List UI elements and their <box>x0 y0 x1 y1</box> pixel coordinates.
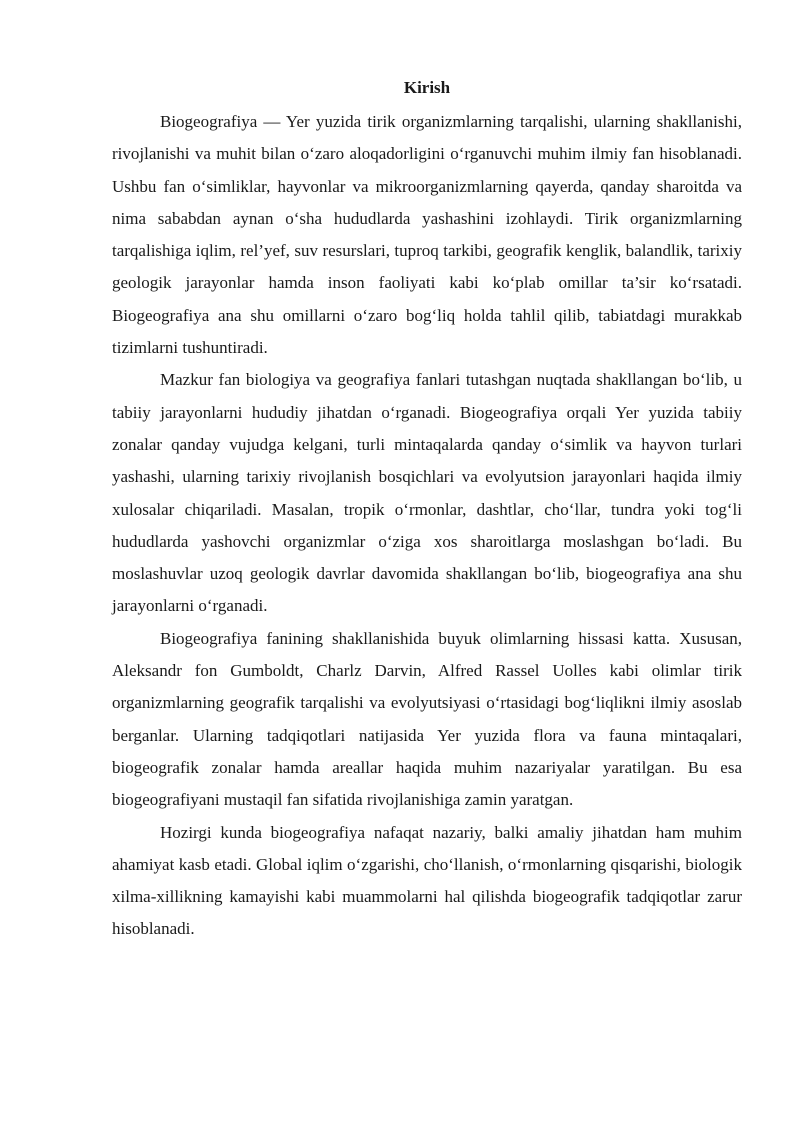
page-title: Kirish <box>403 78 451 97</box>
document-body <box>112 74 742 946</box>
paragraph-4: Hozirgi kunda biogeografiya nafaqat nazariy, balki amaliy jihatdan ham muhim ahamiyat kasb etadi. Global iqlim o‘zgarishi, cho‘llanish, o‘rmonlarning qisqarishi, biologik xilma-xillikning kamayishi kabi muammolarni hal qilishda biogeografik tadqiqotlar zarur hisoblanadi. <box>112 822 742 939</box>
paragraph-3: Biogeografiya fanining shakllanishida buyuk olimlarning hissasi katta. Xususan, Aleksandr fon Gumboldt, Charlz Darvin, Alfred Rassel Uolles kabi olimlar tirik organizmlarning geografik tarqalishi va evolyutsiyasi o‘rtasidagi bog‘liqlikni ilmiy asoslab berganlar. Ularning tadqiqotlari natijasida Yer yuzida flora va fauna mintaqalari, biogeografik zonalar hamda areallar haqida muhim nazariyalar yaratilgan. Bu esa biogeografiyani mustaqil fan sifatida rivojlanishiga zamin yaratgan. <box>112 628 742 810</box>
paragraph-1: Biogeografiya — Yer yuzida tirik organizmlarning tarqalishi, ularning shakllanishi, rivojlanishi va muhit bilan o‘zaro aloqadorligini o‘rganuvchi muhim ilmiy fan hisoblanadi. Ushbu fan o‘simliklar, hayvonlar va mikroorganizmlarning qayerda, qanday sharoitda va nima sababdan aynan o‘sha hududlarda yashashini izohlaydi. Tirik organizmlarning tarqalishiga iqlim, rel’yef, suv resurslari, tuproq tarkibi, geografik kenglik, balandlik, tarixiy geologik jarayonlar hamda inson faoliyati kabi ko‘plab omillar ta’sir ko‘rsatadi. Biogeografiya ana shu omillarni o‘zaro bog‘liq holda tahlil qilib, tabiatdagi murakkab tizimlarni tushuntiradi. <box>112 112 742 358</box>
paragraph-2: Mazkur fan biologiya va geografiya fanlari tutashgan nuqtada shakllangan bo‘lib, u tabiiy jarayonlarni hududiy jihatdan o‘rganadi. Biogeografiya orqali Yer yuzida tabiiy zonalar qanday vujudga kelgani, turli mintaqalarda qanday o‘simlik va hayvon turlari yashashi, ularning tarixiy rivojlanish bosqichlari va evolyutsion jarayonlari haqida ilmiy xulosalar chiqariladi. Masalan, tropik o‘rmonlar, dashtlar, cho‘llar, tundra yoki tog‘li hududlarda yashovchi organizmlar o‘ziga xos sharoitlarga moslashgan bo‘ladi. Bu moslashuvlar uzoq geologik davrlar davomida shakllangan bo‘lib, biogeografiya ana shu jarayonlarni o‘rganadi. <box>112 370 742 616</box>
